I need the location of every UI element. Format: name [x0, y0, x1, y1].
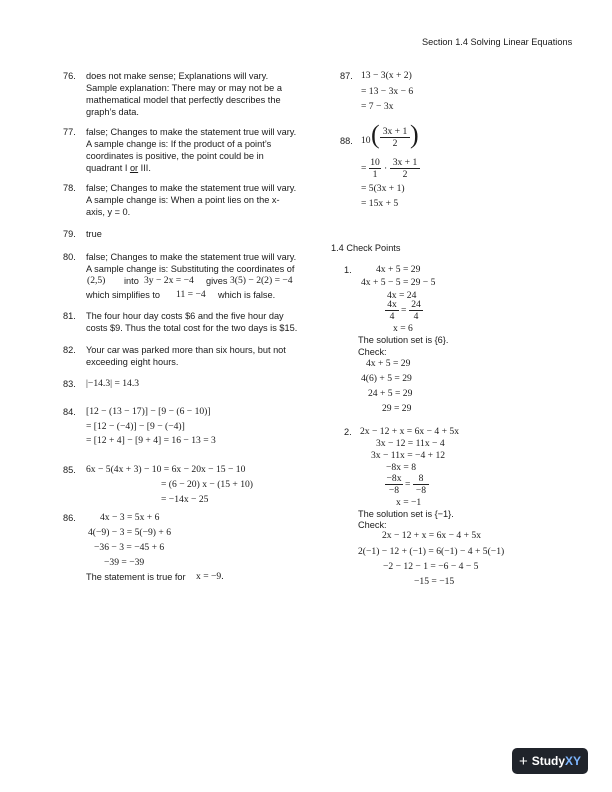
- fraction: [390, 157, 420, 180]
- studyxy-badge[interactable]: [512, 748, 588, 774]
- right-paren: ): [410, 120, 419, 149]
- check-points-title: 1.4 Check Points: [331, 243, 401, 253]
- item-number: 85.: [63, 465, 76, 475]
- math-line: = −14x − 25: [161, 494, 209, 505]
- plus-icon: +: [518, 752, 528, 770]
- math-line: 2x − 12 + x = 6x − 4 + 5x: [360, 426, 460, 437]
- numerator: −8x: [386, 473, 402, 484]
- fraction: [385, 473, 403, 496]
- math-line: 24 + 5 = 29: [368, 388, 413, 399]
- math-line: 4x + 5 − 5 = 29 − 5: [361, 277, 436, 288]
- item-number: 79.: [63, 229, 76, 239]
- denominator: 2: [392, 138, 398, 149]
- math-line: −15 = −15: [414, 576, 455, 587]
- math-line: 4x = 24: [387, 290, 417, 301]
- left-paren: (: [371, 120, 380, 149]
- item-text: Your car was parked more than six hours, but not exceeding eight hours.: [86, 345, 286, 367]
- math-line: 4x + 5 = 29: [366, 358, 411, 369]
- math: =: [361, 163, 367, 174]
- item-text: does not make sense; Explanations will vary. Sample explanation: There may or may not be a mathematical model that perfectly describes the graph’s data.: [86, 71, 282, 117]
- text: The statement is true for: [86, 572, 186, 582]
- math-line: 3x − 12 = 11x − 4: [376, 438, 445, 449]
- denominator: −8: [415, 485, 427, 496]
- math-line: 4(−9) − 3 = 5(−9) + 6: [88, 527, 172, 538]
- text: which is false.: [218, 290, 276, 300]
- numerator: 8: [418, 473, 424, 484]
- item-number: 86.: [63, 513, 76, 523]
- text: gives: [206, 276, 228, 286]
- item-number: 2.: [344, 427, 352, 437]
- item-number: 81.: [63, 311, 76, 321]
- item-number: 83.: [63, 379, 76, 389]
- math-line: [12 − (13 − 17)] − [9 − (6 − 10)]: [86, 406, 211, 417]
- brand-name: StudyXY: [531, 754, 582, 768]
- math: 11 = −4: [176, 289, 206, 300]
- text: into: [124, 276, 139, 286]
- math-line: −8x = 8: [386, 462, 417, 473]
- math: ·: [384, 163, 388, 174]
- math-line: 6x − 5(4x + 3) − 10 = 6x − 20x − 15 − 10: [86, 464, 246, 475]
- math-line: x = 6: [393, 323, 413, 334]
- math: 3(5) − 2(2) = −4: [230, 275, 293, 286]
- item-text: false; Changes to make the statement true will vary. A sample change is: Substituting the coordinates of: [86, 252, 297, 274]
- numerator: 24: [411, 299, 421, 310]
- math-line: 4(6) + 5 = 29: [361, 373, 412, 384]
- denominator: 1: [372, 169, 378, 180]
- math-line: x = −1: [396, 497, 422, 508]
- solution-text: The solution set is {6}.: [358, 335, 449, 345]
- math: |−14.3| = 14.3: [86, 378, 140, 389]
- item-number: 88.: [340, 136, 353, 146]
- math-line: = (6 − 20) x − (15 + 10): [161, 479, 253, 490]
- check-label: Check:: [358, 347, 387, 357]
- fraction: [409, 299, 423, 322]
- math: (2,5): [87, 275, 106, 286]
- math-line: 4x − 3 = 5x + 6: [100, 512, 160, 523]
- math-line: −39 = −39: [104, 557, 145, 568]
- fraction: [380, 126, 410, 149]
- math-line: 2(−1) − 12 + (−1) = 6(−1) − 4 + 5(−1): [358, 546, 505, 557]
- item-number: 84.: [63, 407, 76, 417]
- item-number: 87.: [340, 71, 353, 81]
- math: 3y − 2x = −4: [144, 275, 194, 286]
- denominator: 2: [402, 169, 408, 180]
- item-text: The four hour day costs $6 and the five hour day costs $9. Thus the total cost for the two days is $15.: [86, 311, 298, 333]
- text: which simplifies to: [86, 290, 161, 300]
- denominator: −8: [388, 485, 400, 496]
- item-text: true: [86, 229, 102, 239]
- numerator: 10: [370, 157, 380, 168]
- denominator: 4: [389, 311, 395, 322]
- numerator: 4x: [387, 299, 397, 310]
- math-line: = [12 + 4] − [9 + 4] = 16 − 13 = 3: [86, 435, 216, 446]
- numerator: 3x + 1: [382, 126, 408, 137]
- item-number: 82.: [63, 345, 76, 355]
- solution-text: The solution set is {−1}.: [358, 509, 454, 519]
- math-line: −36 − 3 = −45 + 6: [94, 542, 165, 553]
- math-line: = [12 − (−4)] − [9 − (−4)]: [86, 421, 185, 432]
- section-header: Section 1.4 Solving Linear Equations: [422, 37, 573, 47]
- math-line: 3x − 11x = −4 + 12: [371, 450, 446, 461]
- math-line: 4x + 5 = 29: [376, 264, 421, 275]
- fraction: [413, 473, 429, 496]
- item-text: false; Changes to make the statement true will vary. A sample change is: If the product of a point’s coordinates is positive, the point could be in quadrant I or III.: [86, 127, 297, 173]
- item-number: 77.: [63, 127, 76, 137]
- item-number: 78.: [63, 183, 76, 193]
- math: =: [401, 305, 407, 316]
- math: x = −9.: [196, 571, 224, 582]
- denominator: 4: [413, 311, 419, 322]
- fraction: [385, 299, 399, 322]
- math: 10: [361, 135, 371, 146]
- item-number: 76.: [63, 71, 76, 81]
- item-number: 80.: [63, 252, 76, 262]
- math-line: 2x − 12 + x = 6x − 4 + 5x: [382, 530, 482, 541]
- numerator: 3x + 1: [392, 157, 418, 168]
- math-line: = 5(3x + 1): [361, 183, 405, 194]
- math-line: −2 − 12 − 1 = −6 − 4 − 5: [383, 561, 479, 572]
- math-line: = 7 − 3x: [361, 101, 394, 112]
- math-line: 13 − 3(x + 2): [361, 70, 412, 81]
- math: =: [405, 479, 411, 490]
- check-label: Check:: [358, 520, 387, 530]
- fraction: [369, 157, 381, 180]
- item-text: false; Changes to make the statement true will vary. A sample change is: When a point lies on the x-axis, y = 0.: [86, 183, 297, 217]
- math-line: = 13 − 3x − 6: [361, 86, 414, 97]
- item-number: 1.: [344, 265, 352, 275]
- math-line: 29 = 29: [382, 403, 412, 414]
- math-line: = 15x + 5: [361, 198, 399, 209]
